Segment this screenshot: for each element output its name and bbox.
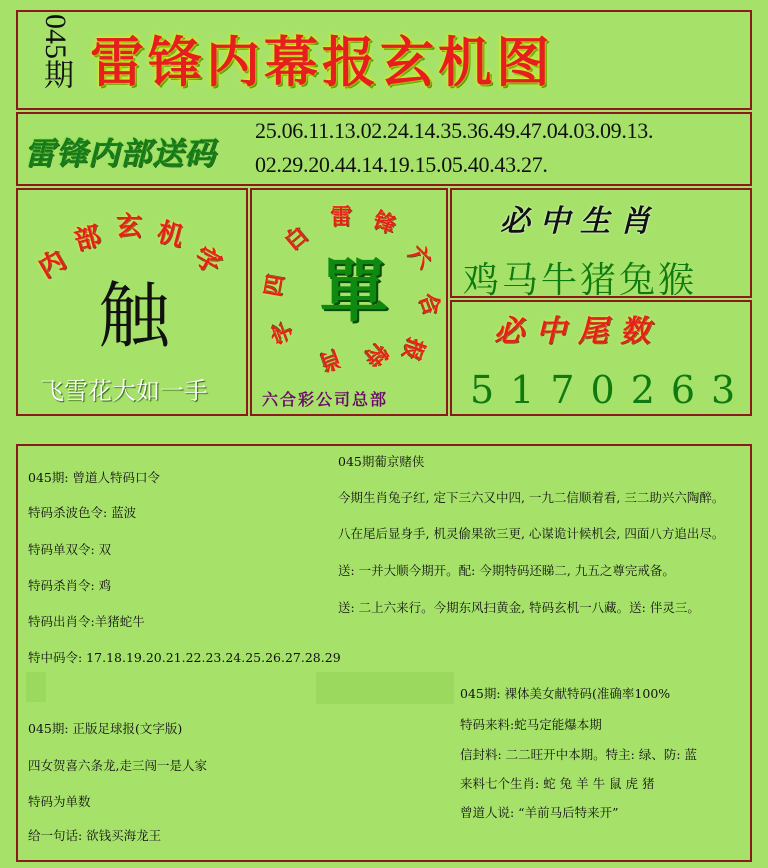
zodiac-values: 鸡马牛猪兔猴 [463,260,698,301]
tail-values: 5170263 [470,368,752,412]
ring-char-1: 雷 [330,204,353,230]
xuanji-label-3: 机 [153,217,187,253]
right-line-0: 今期生肖兔子红, 定下三六又中四, 一九二信顺着看, 三二助兴六陶醉。 [338,490,725,505]
tail-label: 必中尾数 [494,314,662,349]
codes-line-2: 02.29.20.44.14.19.15.05.40.43.27. [255,152,548,177]
right-line-2: 送: 一并大顺今期开。配: 今期特码还睇二, 九五之尊完戒备。 [338,563,675,578]
left-line2-3: 给一句话: 欲钱买海龙王 [28,828,162,843]
codes-label: 雷锋内部送码 [24,136,216,172]
ring-char-7: 字 [266,318,299,348]
xuanji-label-4: 字 [188,241,227,281]
codes-line-1: 25.06.11.13.02.24.14.35.36.49.47.04.03.09.13. [255,118,654,143]
ring-char-6: 四 [259,272,290,299]
dan-char: 單 [320,252,389,332]
right-line2-3: 来料七个生肖: 蛇 兔 羊 牛 鼠 虎 猪 [460,776,655,791]
issue-number: 045期 [39,14,72,89]
xuanji-label-0: 内 [33,245,72,285]
ring-char-3: 六 [402,239,437,274]
right-line2-2: 信封料: 二二旺开中本期。特主: 绿、防: 蓝 [460,747,698,762]
left-line2-1: 四女贺喜六条龙,走三闯一是人家 [28,758,207,773]
left-line-2: 特码单双令: 双 [28,542,112,557]
ring-char-8: 肖 [315,344,346,377]
right-line2-0: 045期: 裸体美女献特码(准确率100% [460,686,671,701]
ring-char-2: 锋 [369,206,400,239]
page-title: 雷锋内幕报玄机图 [90,30,554,94]
smudge-mid [316,672,454,704]
left-line-4: 特码出肖令:羊猪蛇牛 [28,614,145,629]
left-line-3: 特码杀肖令: 鸡 [28,578,112,593]
right-line2-4: 曾道人说: “羊前马后特来开” [460,805,619,820]
xuanji-char: 触 [98,274,171,358]
left-line-5: 特中码令: 17.18.19.20.21.22.23.24.25.26.27.28.29 [28,650,341,665]
ring-char-0: 白 [279,221,313,256]
ring-char-9: 特 [359,337,393,372]
left-line2-2: 特码为单数 [28,794,91,809]
xuanji-phrase: 飞雪花大如一手 [40,377,208,405]
right-line2-1: 特码来料:蛇马定能爆本期 [460,717,602,732]
company-name: 六合彩公司总部 [262,390,389,409]
xuanji-label-2: 玄 [116,212,143,242]
left-line-1: 特码杀波色令: 蓝波 [28,505,137,520]
ring-char-4: 合 [413,289,446,319]
left-line2-0: 045期: 正版足球报(文字版) [28,721,183,736]
right-title: 045期葡京赌侠 [338,454,425,469]
xuanji-label-1: 部 [71,221,105,257]
right-line-3: 送: 二上六来行。今期东风扫黄金, 特码玄机一八藏。送: 伴灵三。 [338,600,700,615]
left-line-0: 045期: 曾道人特码口令 [28,470,161,485]
ring-char-5: 报 [397,334,430,364]
smudge-left [26,672,46,702]
zodiac-label: 必中生肖 [500,204,660,239]
right-line-1: 八在尾后显身手, 机灵偷果欲三更, 心谋诡计候机会, 四面八方追出尽。 [338,526,725,541]
